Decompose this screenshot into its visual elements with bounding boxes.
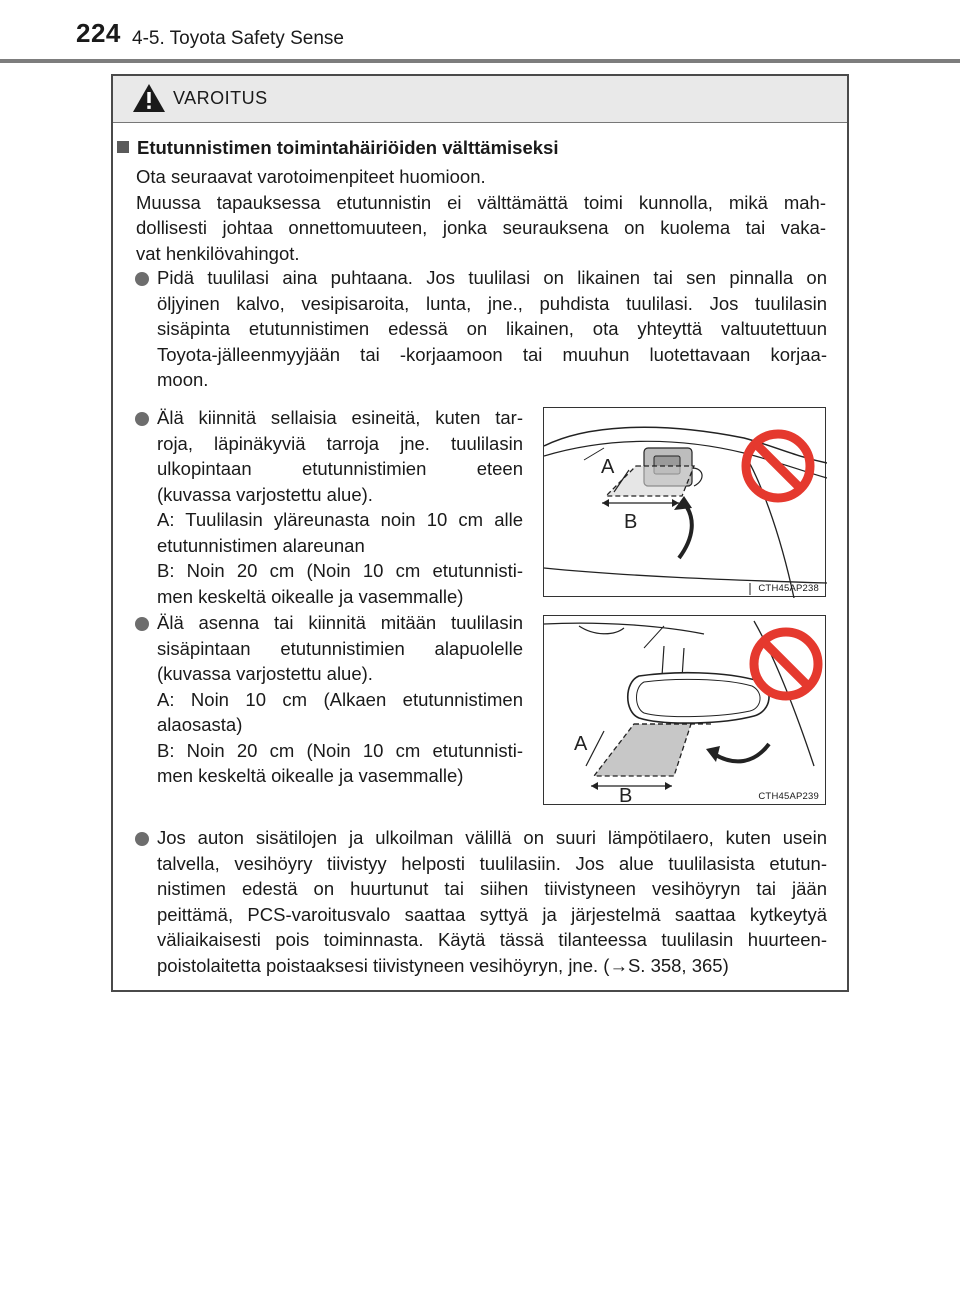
- bullet-line: Älä asenna tai kiinnitä mitään tuulilasin: [157, 612, 523, 633]
- bullet-line: etutunnistimen alareunan: [157, 534, 365, 556]
- bullet-line: A: Tuulilasin yläreunasta noin 10 cm alle: [157, 509, 523, 530]
- bullet-dot-icon: [135, 272, 149, 286]
- prohibition-icon: [754, 632, 818, 696]
- intro-paragraph: [136, 164, 826, 266]
- page-number: 224: [76, 18, 121, 48]
- bullet-line: sisäpinta etutunnistimen edessä on likainen, ota yhteyttä valtuutettuun: [157, 318, 827, 339]
- page-header: [0, 0, 960, 64]
- bullet-dot-icon: [135, 617, 149, 631]
- bullet-clean-windshield: [157, 265, 827, 393]
- warning-heading: [117, 137, 558, 159]
- windshield-outer-illustration: [544, 408, 827, 598]
- bullet-dot-icon: [135, 412, 149, 426]
- bullet-line: Jos auton sisätilojen ja ulkoilman välillä on suuri lämpötilaero, kuten usein: [157, 827, 827, 848]
- bullet-line: öljyinen kalvo, vesipisaroita, lunta, jne., puhdista tuulilasi. Jos tuulilasin: [157, 292, 827, 314]
- bullet-no-stickers: [157, 405, 523, 609]
- bullet-line: roja, läpinäkyviä tarroja jne. tuulilasin: [157, 432, 523, 454]
- intro-line: dollisesti johtaa onnettomuuteen, jonka seurauksena on kuolema tai vaka-: [136, 217, 826, 238]
- bullet-line: men keskeltä oikealle ja vasemmalle): [157, 585, 464, 607]
- figure1-label-a: A: [601, 456, 615, 478]
- figure1-label-b: B: [624, 511, 638, 533]
- bullet-line: (kuvassa varjostettu alue).: [157, 483, 373, 505]
- windshield-inner-illustration: [544, 616, 827, 806]
- bullet-line: Älä kiinnitä sellaisia esineitä, kuten tar-: [157, 407, 523, 428]
- bullet-line: ulkopintaan etutunnistimien eteen: [157, 458, 523, 479]
- figure2-code: CTH45AP239: [758, 791, 819, 802]
- bullet-line: sisäpintaan etutunnistimien alapuolelle: [157, 637, 523, 659]
- bullet-line: (kuvassa varjostettu alue).: [157, 663, 373, 684]
- prohibition-icon: [746, 434, 810, 498]
- bullet-line: talvella, vesihöyry tiivistyy helposti tuulilasiin. Jos alue tuulilasista etutun-: [157, 852, 827, 874]
- bullet-line: B: Noin 20 cm (Noin 10 cm etutunnisti-: [157, 739, 523, 761]
- warning-header: [113, 76, 847, 123]
- intro-line: vat henkilövahingot.: [136, 242, 300, 264]
- figure-outer-windshield: [543, 407, 826, 597]
- header-rule: [0, 59, 960, 63]
- bullet-line: B: Noin 20 cm (Noin 10 cm etutunnisti-: [157, 560, 523, 581]
- bullet-dot-icon: [135, 832, 149, 846]
- bullet-line: nistimen edestä on huurtunut tai siihen tiivistyneen vesihöyryn tai jään: [157, 878, 827, 899]
- warning-triangle-icon: [131, 82, 167, 114]
- warning-label: VAROITUS: [173, 88, 268, 108]
- bullet-line: moon.: [157, 369, 209, 390]
- bullet-line: alaosasta): [157, 714, 243, 735]
- warning-heading-text: Etutunnistimen toimintahäiriöiden välttämiseksi: [137, 137, 559, 158]
- bullet-line: A: Noin 10 cm (Alkaen etutunnistimen: [157, 688, 523, 710]
- bullet-line: Pidä tuulilasi aina puhtaana. Jos tuulilasi on likainen tai sen pinnalla on: [157, 267, 827, 288]
- bullet-line: Toyota-jälleenmyyjään tai -korjaamoon tai muuhun luotettavaan korjaa-: [157, 343, 827, 365]
- figure2-label-b: B: [619, 785, 633, 806]
- figure-inner-windshield: [543, 615, 826, 805]
- figure2-label-a: A: [574, 733, 588, 755]
- intro-line: Ota seuraavat varotoimenpiteet huomioon.: [136, 166, 486, 187]
- bullet-line: peittämä, PCS-varoitusvalo saattaa syttyä ja järjestelmä saattaa kytkeytyä: [157, 903, 827, 925]
- bullet-line: poistolaitetta poistaaksesi tiivistyneen vesihöyryn, jne. (→S. 358, 365): [157, 954, 729, 976]
- bullet-line: men keskeltä oikealle ja vasemmalle): [157, 765, 464, 786]
- bullet-condensation: [157, 825, 827, 978]
- bullet-no-inner-attachments: [157, 610, 523, 789]
- square-bullet-icon: [117, 141, 129, 153]
- section-title: 4-5. Toyota Safety Sense: [132, 28, 344, 49]
- intro-line: Muussa tapauksessa etutunnistin ei välttämättä toimi kunnolla, mikä mah-: [136, 191, 826, 213]
- bullet-line: väliaikaisesti pois toiminnasta. Käytä tässä tilanteessa tuulilasin huurteen-: [157, 929, 827, 950]
- figure1-code: CTH45AP238: [758, 583, 819, 594]
